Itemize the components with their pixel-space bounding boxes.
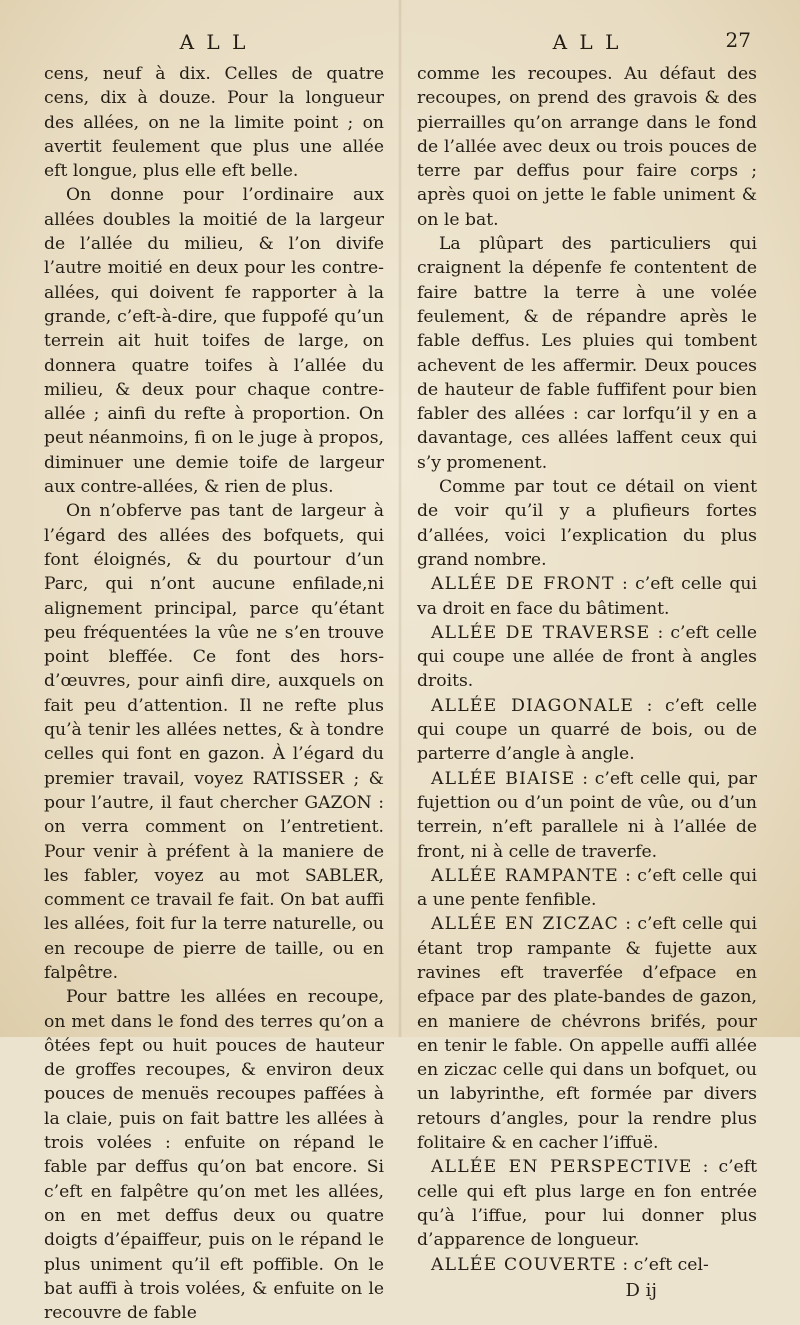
signature-mark: D ij [625,1279,657,1301]
entry-allee-diagonale [417,694,757,767]
entry-term: ALLÉE DE FRONT [431,574,615,595]
entry-allee-couverte [417,1253,757,1277]
entry-text: : c’eft celle qui eft plus large en fon entrée qu’à l’iffue, pour lui donner plus d’apparence de longueur. [417,1157,757,1251]
entry-allee-de-front [417,572,757,621]
entry-allee-en-ziczac [417,912,757,1155]
entry-allee-rampante [417,864,757,913]
entry-text: : c’eft celle qui coupe une allée de front à angles droits. [417,622,757,692]
page-fold [398,0,402,1037]
entry-text: : c’eft celle qui étant trop rampante & fujette aux ravines eft traverfée d’efpace en efpace par des plate-bandes de gazon, en maniere de chévrons brifés, pour en tenir le fable. On appelle auffi allée en ziczac celle qui dans un bofquet, ou un labyrinthe, eft formée par divers retours d’angles, pour la rendre plus folitaire & en cacher l’iffuë. [417,914,757,1154]
left-page-body [44,62,384,1325]
left-paragraph-4: Pour battre les allées en recoupe, on met dans le fond des terres qu’on a ôtées fept ou huit pouces de hauteur de groffes recoupes, & environ deux pouces de menuës recoupes paffées à la claie, puis on fait battre les allées à trois volées : enfuite on répand le fable par deffus qu’on bat encore. Si c’eft en falpêtre qu’on met les allées, on en met deffus deux ou quatre doigts d’épaiffeur, puis on le répand le plus uniment qu’il eft poffible. On le bat auffi à trois volées, & enfuite on le recouvre de fable [44,987,384,1324]
right-running-head [417,18,757,54]
entry-term: ALLÉE RAMPANTE [431,865,619,886]
entry-text: : c’eft celle qui va droit en face du bâtiment. [417,574,757,619]
entry-text: : c’eft celle qui a une pente fenfible. [417,865,757,911]
left-paragraph-2: On donne pour l’ordinaire aux allées doubles la moitié de la largeur de l’allée du milieu, & l’on divife l’autre moitié en deux pour les contre-allées, qui doivent fe rapporter à la grande, c’eft-à-dire, que fuppofé qu’un terrein ait huit toifes de large, on donnera quatre toifes à l’allée du milieu, & deux pour chaque contre-allée ; ainfi du refte à proportion. On peut néanmoins, fi on le juge à propos, diminuer une demie toife de largeur aux contre-allées, & rien de plus. [44,185,384,498]
entry-term: ALLÉE COUVERTE [431,1254,617,1275]
entry-term: ALLÉE EN PERSPECTIVE [431,1157,693,1178]
entry-allee-en-perspective [417,1155,757,1252]
entry-text: : c’eft celle qui, par fujettion ou d’un point de vûe, ou d’un terrein, n’eft parallele ni à l’allée de front, ni à celle de traverfe. [417,768,757,862]
left-running-head [44,18,384,54]
entry-term: ALLÉE DIAGONALE [431,695,635,716]
right-page [417,18,757,1301]
entry-allee-de-traverse [417,621,757,694]
left-header-text: A L L [179,30,249,54]
right-paragraph-1: comme les recoupes. Au défaut des recoupes, on prend des gravois & des pierrailles qu’on arrange dans le fond de l’allée avec deux ou trois pouces de terre par deffus pour faire corps ; après quoi on jette le fable uniment & on le bat. [417,64,757,230]
left-page [44,18,384,1324]
entry-text: : c’eft celle qui coupe un quarré de bois, ou de parterre d’angle à angle. [417,695,757,765]
entry-text: : c’eft cel- [616,1254,709,1275]
page-number: 27 [725,28,751,52]
entry-allee-biaise [417,767,757,864]
right-page-body [417,62,757,1303]
entry-term: ALLÉE EN ZICZAC [431,914,619,935]
entry-term: ALLÉE BIAISE [431,768,576,789]
left-paragraph-1: cens, neuf à dix. Celles de quatre cens, dix à douze. Pour la longueur des allées, on ne la limite point ; on avertit feulement que plus une allée eft longue, plus elle eft belle. [44,64,384,182]
left-paragraph-3: On n’obferve pas tant de largeur à l’égard des allées des bofquets, qui font éloignés, & du pourtour d’un Parc, qui n’ont aucune enfilade,ni alignement principal, parce qu’étant peu fréquentées la vûe ne s’en trouve point bleffée. Ce font des hors-d’œuvres, pour ainfi dire, auxquels on fait peu d’attention. Il ne refte plus qu’à tenir les allées nettes, & à tondre celles qui font en gazon. À l’égard du premier travail, voyez RATISSER ; & pour l’autre, il faut chercher GAZON : on verra comment on l’entretient. Pour venir à préfent à la maniere de les fabler, voyez au mot SABLER, comment ce travail fe fait. On bat auffi les allées, foit fur la terre naturelle, ou en recoupe de pierre de taille, ou en falpêtre. [44,501,384,983]
right-paragraph-2: La plûpart des particuliers qui craignent la dépenfe fe contentent de faire battre la terre à une volée feulement, & de répandre après le fable deffus. Les pluies qui tombent achevent de les affermir. Deux pouces de hauteur de fable fuffifent pour bien fabler des allées : car lorfqu’il y en a davantage, ces allées laffent ceux qui s’y promenent. [417,234,757,473]
right-paragraph-3: Comme par tout ce détail on vient de voir qu’il y a plufieurs fortes d’allées, voici l’explication du plus grand nombre. [417,477,757,570]
right-header-text: A L L [552,30,622,54]
entry-term: ALLÉE DE TRAVERSE [431,622,651,643]
